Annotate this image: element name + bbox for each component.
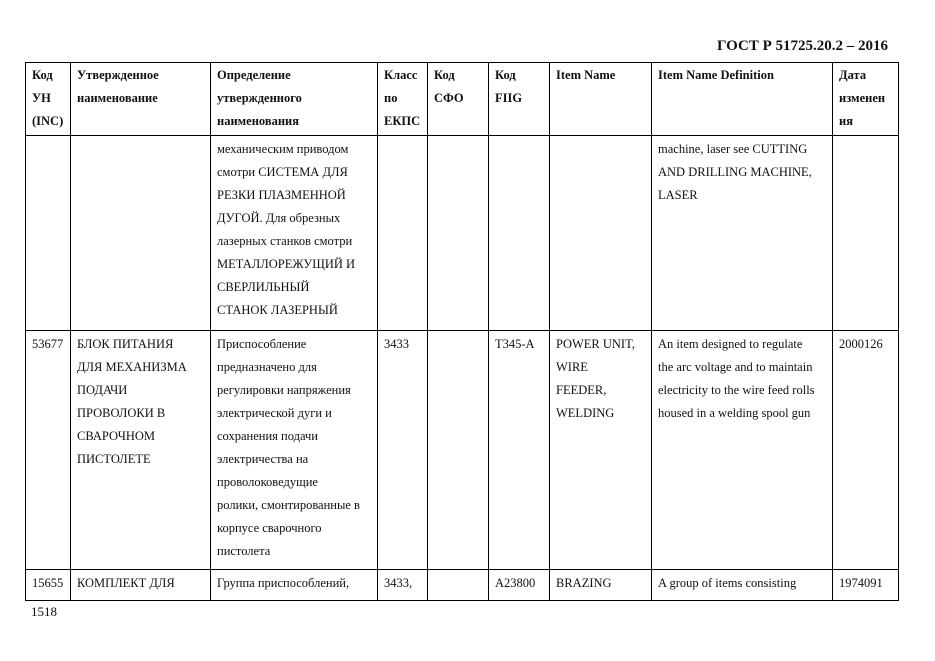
catalog-table	[25, 62, 899, 601]
cell-text-line: Группа приспособлений,	[217, 576, 350, 590]
change-date-cell	[833, 136, 899, 331]
header-class-ekps	[378, 63, 428, 136]
cell-text-line: смотри СИСТЕМА ДЛЯ	[217, 165, 348, 179]
code-fiig-cell	[489, 331, 550, 570]
header-text-line: наименование	[77, 91, 158, 105]
definition-ru-cell	[211, 570, 378, 601]
cell-text-line: ДУГОЙ. Для обрезных	[217, 211, 341, 225]
header-text-line: Код	[32, 68, 53, 82]
cell-text-line: A group of items consisting	[658, 576, 797, 590]
cell-text-line: КОМПЛЕКТ ДЛЯ	[77, 576, 175, 590]
change-date-cell	[833, 331, 899, 570]
cell-text-line: WELDING	[556, 406, 615, 420]
header-text-line: Дата	[839, 68, 867, 82]
header-code-inc	[26, 63, 71, 136]
class-ekps-cell	[378, 136, 428, 331]
cell-text-line: FEEDER,	[556, 383, 607, 397]
header-text-line: (INC)	[32, 114, 64, 128]
header-text-line: изменен	[839, 91, 886, 105]
item-name-cell	[550, 331, 652, 570]
code-inc-cell	[26, 331, 71, 570]
cell-text-line: BRAZING	[556, 576, 612, 590]
class-ekps-cell	[378, 570, 428, 601]
code-fiig-cell	[489, 136, 550, 331]
item-name-cell	[550, 570, 652, 601]
cell-text-line: POWER UNIT,	[556, 337, 635, 351]
cell-text-line: 3433,	[384, 576, 413, 590]
cell-text-line: machine, laser see CUTTING	[658, 142, 808, 156]
table-row	[26, 136, 899, 331]
cell-text-line: СВАРОЧНОМ	[77, 429, 156, 443]
cell-text-line: ПИСТОЛЕТЕ	[77, 452, 151, 466]
cell-text-line: housed in a welding spool gun	[658, 406, 811, 420]
cell-text-line: 53677	[32, 337, 64, 351]
cell-text-line: пистолета	[217, 544, 271, 558]
table-row	[26, 331, 899, 570]
cell-text-line: 3433	[384, 337, 409, 351]
code-sfo-cell	[428, 331, 489, 570]
cell-text-line: 15655	[32, 576, 64, 590]
header-name-definition-ru	[211, 63, 378, 136]
header-text-line: Item Name	[556, 68, 616, 82]
header-text-line: Определение	[217, 68, 291, 82]
table-row	[26, 570, 899, 601]
cell-text-line: 2000126	[839, 337, 883, 351]
item-name-cell	[550, 136, 652, 331]
cell-text-line: РЕЗКИ ПЛАЗМЕННОЙ	[217, 188, 346, 202]
header-text-line: Item Name Definition	[658, 68, 774, 82]
cell-text-line: предназначено для	[217, 360, 317, 374]
cell-text-line: проволоковедущие	[217, 475, 318, 489]
header-code-fiig	[489, 63, 550, 136]
header-change-date	[833, 63, 899, 136]
header-text-line: ия	[839, 114, 853, 128]
item-name-definition-cell	[652, 570, 833, 601]
header-text-line: по	[384, 91, 398, 105]
cell-text-line: лазерных станков смотри	[217, 234, 353, 248]
header-text-line: ЕКПС	[384, 114, 421, 128]
header-item-name-definition	[652, 63, 833, 136]
cell-text-line: регулировки напряжения	[217, 383, 351, 397]
cell-text-line: механическим приводом	[217, 142, 349, 156]
header-text-line: Класс	[384, 68, 418, 82]
cell-text-line: Приспособление	[217, 337, 307, 351]
header-approved-name	[71, 63, 211, 136]
header-item-name	[550, 63, 652, 136]
header-text-line: СФО	[434, 91, 464, 105]
approved-name-cell	[71, 136, 211, 331]
header-text-line: Утвержденное	[77, 68, 159, 82]
header-text-line: УН	[32, 91, 51, 105]
document-header: ГОСТ Р 51725.20.2 – 2016	[716, 38, 888, 54]
cell-text-line: AND DRILLING MACHINE,	[658, 165, 812, 179]
cell-text-line: СТАНОК ЛАЗЕРНЫЙ	[217, 303, 338, 317]
cell-text-line: БЛОК ПИТАНИЯ	[77, 337, 174, 351]
item-name-definition-cell	[652, 331, 833, 570]
header-text-line: FIIG	[495, 91, 523, 105]
cell-text-line: ДЛЯ МЕХАНИЗМА	[77, 360, 187, 374]
code-inc-cell	[26, 570, 71, 601]
cell-text-line: СВЕРЛИЛЬНЫЙ	[217, 280, 310, 294]
cell-text-line: electricity to the wire feed rolls	[658, 383, 815, 397]
cell-text-line: ПРОВОЛОКИ В	[77, 406, 166, 420]
header-code-sfo	[428, 63, 489, 136]
item-name-definition-cell	[652, 136, 833, 331]
code-sfo-cell	[428, 136, 489, 331]
cell-text-line: An item designed to regulate	[658, 337, 803, 351]
cell-text-line: LASER	[658, 188, 698, 202]
cell-text-line: the arc voltage and to maintain	[658, 360, 813, 374]
cell-text-line: A23800	[495, 576, 536, 590]
code-fiig-cell	[489, 570, 550, 601]
cell-text-line: T345-A	[495, 337, 535, 351]
table-header-row	[26, 63, 899, 136]
cell-text-line: 1974091	[839, 576, 883, 590]
header-text-line: Код	[434, 68, 455, 82]
cell-text-line: электрической дуги и	[217, 406, 332, 420]
code-inc-cell	[26, 136, 71, 331]
approved-name-cell	[71, 570, 211, 601]
cell-text-line: ролики, смонтированные в	[217, 498, 360, 512]
header-text-line: Код	[495, 68, 516, 82]
definition-ru-cell	[211, 331, 378, 570]
change-date-cell	[833, 570, 899, 601]
cell-text-line: корпусе сварочного	[217, 521, 322, 535]
page-number: 1518	[31, 604, 57, 619]
header-text-line: наименования	[217, 114, 300, 128]
table-body	[26, 136, 899, 601]
class-ekps-cell	[378, 331, 428, 570]
cell-text-line: сохранения подачи	[217, 429, 318, 443]
cell-text-line: ПОДАЧИ	[77, 383, 128, 397]
definition-ru-cell	[211, 136, 378, 331]
code-sfo-cell	[428, 570, 489, 601]
cell-text-line: WIRE	[556, 360, 588, 374]
cell-text-line: МЕТАЛЛОРЕЖУЩИЙ И	[217, 257, 356, 271]
approved-name-cell	[71, 331, 211, 570]
cell-text-line: электричества на	[217, 452, 309, 466]
header-text-line: утвержденного	[217, 91, 302, 105]
